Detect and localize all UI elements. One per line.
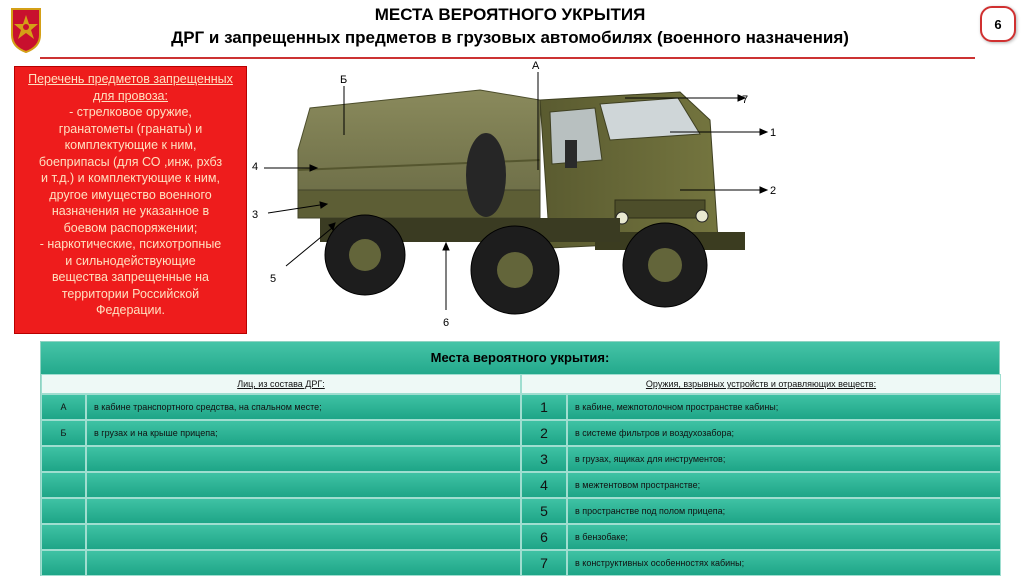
left-row-empty (86, 550, 521, 576)
right-row-text: в конструктивных особенностях кабины; (567, 550, 1001, 576)
marker-3: 3 (252, 209, 259, 221)
right-row-number: 4 (521, 472, 567, 498)
marker-5: 5 (270, 273, 277, 285)
left-row-empty (41, 550, 86, 576)
left-row-empty (86, 446, 521, 472)
right-row-number: 5 (521, 498, 567, 524)
emblem-icon (8, 5, 44, 53)
left-row-empty (41, 498, 86, 524)
right-row-number: 6 (521, 524, 567, 550)
title-line-1: МЕСТА ВЕРОЯТНОГО УКРЫТИЯ (374, 5, 646, 24)
left-row-empty (86, 498, 521, 524)
marker-4: 4 (252, 161, 259, 173)
prohibited-items-panel (14, 66, 247, 334)
prohibited-heading: Перечень предметов запрещенных для провоза: (28, 72, 233, 103)
left-row-text: в кабине транспортного средства, на спальном месте; (86, 394, 521, 420)
right-column-header: Оружия, взрывных устройств и отравляющих веществ: (521, 374, 1001, 394)
marker-7: 7 (742, 94, 749, 106)
right-row-text: в межтентовом пространстве; (567, 472, 1001, 498)
right-row-number: 7 (521, 550, 567, 576)
marker-6: 6 (443, 317, 450, 329)
page-number-badge: 6 (980, 6, 1016, 42)
title-line-2: ДРГ и запрещенных предметов в грузовых автомобилях (военного назначения) (171, 28, 849, 47)
left-column-header: Лиц, из состава ДРГ: (41, 374, 521, 394)
left-row-key: Б (41, 420, 86, 446)
marker-a: А (532, 60, 540, 72)
right-row-text: в бензобаке; (567, 524, 1001, 550)
truck-diagram (250, 60, 790, 340)
left-row-empty (86, 524, 521, 550)
hiding-places-table (40, 341, 1000, 576)
right-row-text: в грузах, ящиках для инструментов; (567, 446, 1001, 472)
left-row-empty (86, 472, 521, 498)
right-row-number: 1 (521, 394, 567, 420)
right-row-text: в кабине, межпотолочном пространстве кабины; (567, 394, 1001, 420)
left-row-key: А (41, 394, 86, 420)
prohibited-list: - стрелковое оружие, гранатометы (гранаты) и комплектующие к ним, боеприпасы (для СО ,инж, рхбз и т.д.) и комплектующие к ним, другое имущество военного назначения не указанное в боевом распоряжении; - наркотические, психотропные и сильнодействующие вещества запрещенные на территории Российской Федерации. (38, 105, 223, 317)
left-row-text: в грузах и на крыше прицепа; (86, 420, 521, 446)
right-row-text: в системе фильтров и воздухозабора; (567, 420, 1001, 446)
left-row-empty (41, 524, 86, 550)
left-row-empty (41, 472, 86, 498)
right-row-text: в пространстве под полом прицепа; (567, 498, 1001, 524)
left-row-empty (41, 446, 86, 472)
right-row-number: 2 (521, 420, 567, 446)
title-divider (40, 57, 975, 59)
slide-title (100, 4, 920, 50)
right-row-number: 3 (521, 446, 567, 472)
table-title: Места вероятного укрытия: (41, 342, 999, 374)
marker-2: 2 (770, 185, 777, 197)
marker-1: 1 (770, 127, 777, 139)
marker-b: Б (340, 74, 348, 86)
